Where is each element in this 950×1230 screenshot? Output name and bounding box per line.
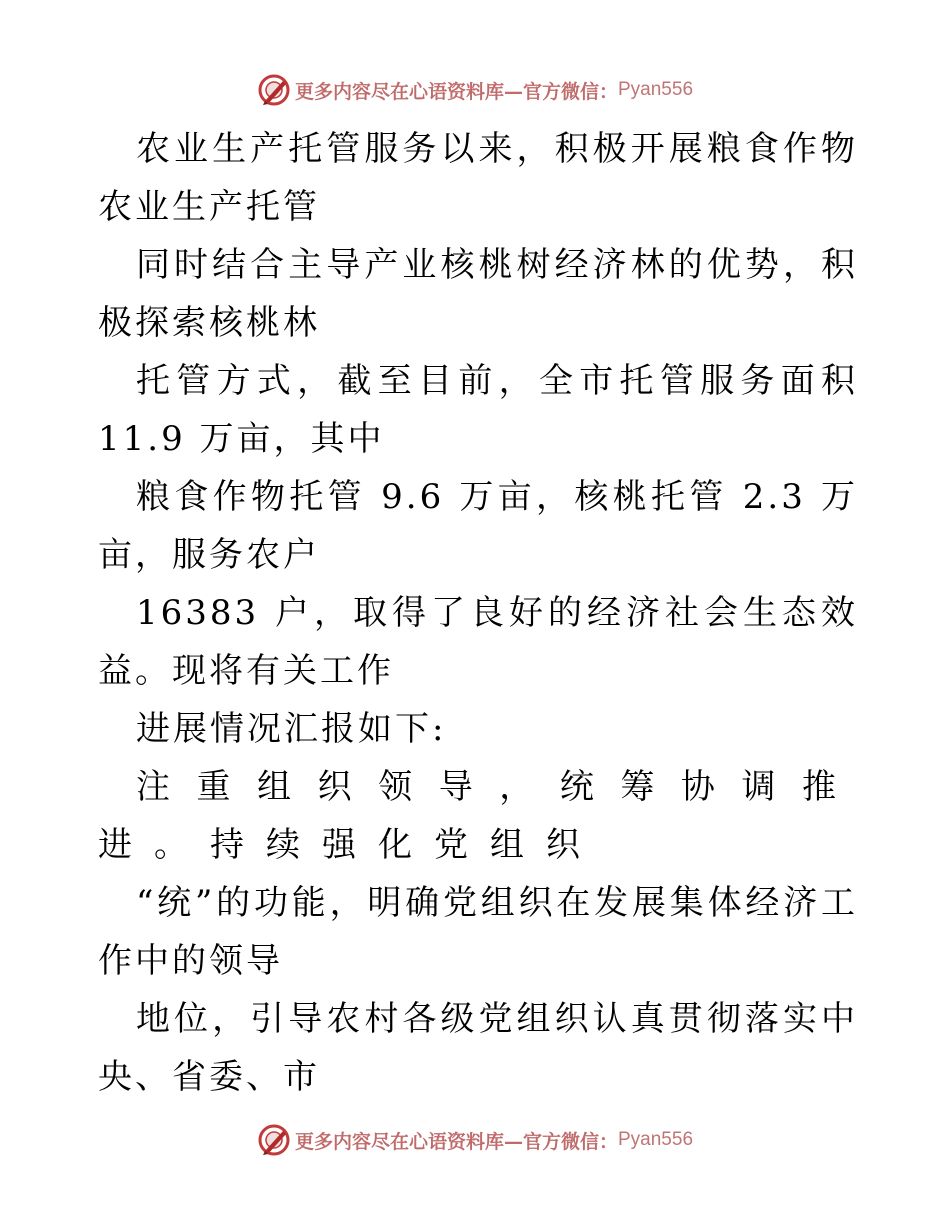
paragraph: 粮食作物托管 9.6 万亩，核桃托管 2.3 万亩，服务农户 (98, 477, 858, 575)
paragraph: 托管方式，截至目前，全市托管服务面积 11.9 万亩，其中 (98, 361, 858, 459)
watermark-text: 更多内容尽在心语资料库—官方微信： (294, 1130, 618, 1153)
watermark-wechat-id: Pyan556 (618, 79, 694, 100)
paragraph: 注重组织领导，统筹协调推进。持续强化党组织 (98, 767, 858, 865)
paragraph: 地位，引导农村各级党组织认真贯彻落实中央、省委、市 (98, 999, 858, 1097)
paragraph: 进展情况汇报如下: (136, 709, 447, 749)
footer-watermark (0, 1120, 950, 1160)
watermark-wechat-id: Pyan556 (618, 1129, 694, 1150)
header-watermark (0, 70, 950, 110)
document-body (98, 120, 858, 1106)
paragraph: “统”的功能，明确党组织在发展集体经济工作中的领导 (98, 883, 858, 981)
pen-logo-icon (257, 1123, 291, 1157)
pen-logo-icon (257, 73, 291, 107)
paragraph: 16383 户，取得了良好的经济社会生态效益。现将有关工作 (98, 593, 858, 691)
paragraph: 农业生产托管服务以来，积极开展粮食作物农业生产托管 (98, 129, 858, 227)
watermark-text: 更多内容尽在心语资料库—官方微信： (294, 80, 618, 103)
paragraph: 同时结合主导产业核桃树经济林的优势，积极探索核桃林 (98, 245, 858, 343)
